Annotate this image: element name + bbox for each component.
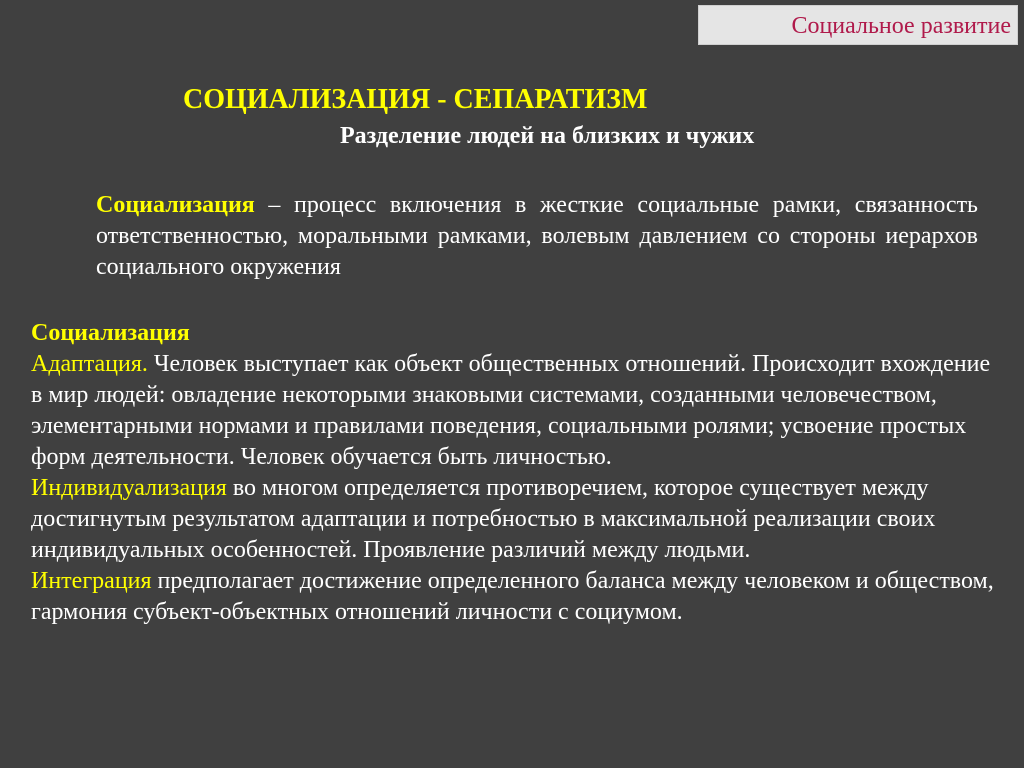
socialization-section: [31, 318, 1001, 628]
slide-subtitle: Разделение людей на близких и чужих: [340, 123, 755, 149]
slide-title: СОЦИАЛИЗАЦИЯ - СЕПАРАТИЗМ: [183, 84, 648, 115]
individualization-text: во многом определяется противоречием, которое существует между достигнутым результатом адаптации и потребностью в максимальной реализации своих индивидуальных особенностей. Проявление различий между людьми.: [31, 475, 936, 563]
adaptation-term: Адаптация.: [31, 351, 148, 377]
integration-term: Интеграция: [31, 568, 152, 594]
adaptation-text: Человек выступает как объект общественных отношений. Происходит вхождение в мир людей: овладение некоторыми знаковыми системами, созданными человечеством, элементарными нормами и правилами поведения, социальными ролями; усвоение простых форм деятельности. Человек обучается быть личностью.: [31, 351, 991, 470]
integration-paragraph: [31, 566, 1001, 628]
section-badge: Социальное развитие: [698, 5, 1018, 45]
section-heading: Социализация: [31, 320, 190, 346]
definition-text: – процесс включения в жесткие социальные рамки, связанность ответственностью, моральными рамками, волевым давлением со стороны иерархов социального окружения: [96, 192, 978, 280]
definition-paragraph: [96, 190, 978, 283]
adaptation-paragraph: [31, 349, 1001, 473]
definition-term: Социализация: [96, 192, 255, 218]
individualization-term: Индивидуализация: [31, 475, 227, 501]
individualization-paragraph: [31, 473, 1001, 566]
integration-text: предполагает достижение определенного баланса между человеком и обществом, гармония субъект-объектных отношений личности с социумом.: [31, 568, 994, 625]
